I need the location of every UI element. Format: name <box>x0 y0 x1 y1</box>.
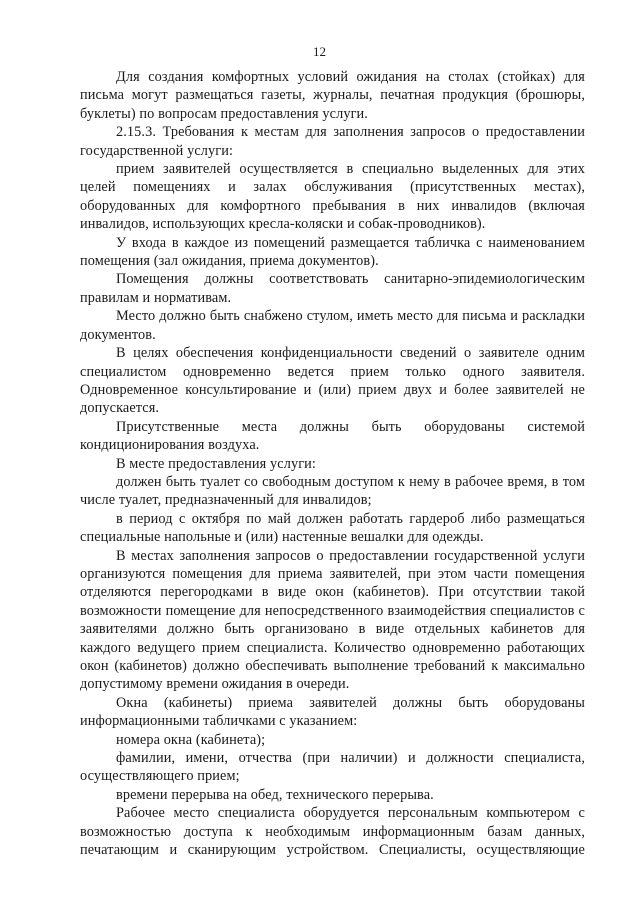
paragraph-info-plates: Окна (кабинеты) приема заявителей должны быть оборудованы информационными табличками с указанием: <box>80 694 585 730</box>
paragraph-confidentiality: В целях обеспечения конфиденциальности сведений о заявителе одним специалистом одновременно ведется прием только одного заявителя. Одновременное консультирование и (или) прием двух и более заявителей не допускается. <box>80 345 585 417</box>
paragraph-reception-premises: прием заявителей осуществляется в специально выделенных для этих целей помещениях и залах обслуживания (присутственных местах), оборудованных для комфортного пребывания в них инвалидов (включая инвалидов, использующих кресла-коляски и собак-проводников). <box>80 161 585 233</box>
paragraph-service-place-intro: В месте предоставления услуги: <box>116 455 316 472</box>
document-body <box>80 68 585 859</box>
paragraph-toilet: должен быть туалет со свободным доступом к нему в рабочее время, в том числе туалет, предназначенный для инвалидов; <box>80 473 585 509</box>
paragraph-section-2-15-3-heading: 2.15.3. Требования к местам для заполнения запросов о предоставлении государственной услуги: <box>80 124 585 159</box>
list-item-window-number: номера окна (кабинета); <box>116 731 266 748</box>
list-item-break-time: времени перерыва на обед, технического перерыва. <box>116 786 434 803</box>
list-item-specialist-name: фамилии, имени, отчества (при наличии) и должности специалиста, осуществляющего прием; <box>80 750 585 785</box>
paragraph-air-conditioning: Присутственные места должны быть оборудованы системой кондиционирования воздуха. <box>80 418 585 454</box>
paragraph-workplace-chair: Место должно быть снабжено стулом, иметь место для письма и раскладки документов. <box>80 308 585 343</box>
paragraph-entrance-sign: У входа в каждое из помещений размещается табличка с наименованием помещения (зал ожидания, приема документов). <box>80 234 585 270</box>
page-number: 12 <box>313 44 326 59</box>
paragraph-sanitary-norms: Помещения должны соответствовать санитарно-эпидемиологическим правилам и нормативам. <box>80 271 585 306</box>
paragraph-specialist-workstation: Рабочее место специалиста оборудуется персональным компьютером с возможностью доступа к необходимым информационным базам данных, печатающим и сканирующим устройством. Специалисты, осуществляющие <box>80 805 585 859</box>
paragraph-reception-windows: В местах заполнения запросов о предоставлении государственной услуги организуются помещения для приема заявителей, при этом части помещения отделяются перегородками в виде окон (кабинетов). При отсутствии такой возможности помещение для непосредственного взаимодействия специалистов с заявителями должно быть организовано в виде отдельных кабинетов для каждого ведущего прием специалиста. Количество одновременно работающих окон (кабинетов) должно обеспечивать выполнение требований к максимально допустимому времени ожидания в очереди. <box>80 547 585 693</box>
paragraph-waiting-comfort: Для создания комфортных условий ожидания на столах (стойках) для письма могут размещаться газеты, журналы, печатная продукция (брошюры, буклеты) по вопросам предоставления услуги. <box>80 69 585 122</box>
paragraph-wardrobe: в период с октября по май должен работать гардероб либо размещаться специальные напольные и (или) настенные вешалки для одежды. <box>80 510 585 546</box>
